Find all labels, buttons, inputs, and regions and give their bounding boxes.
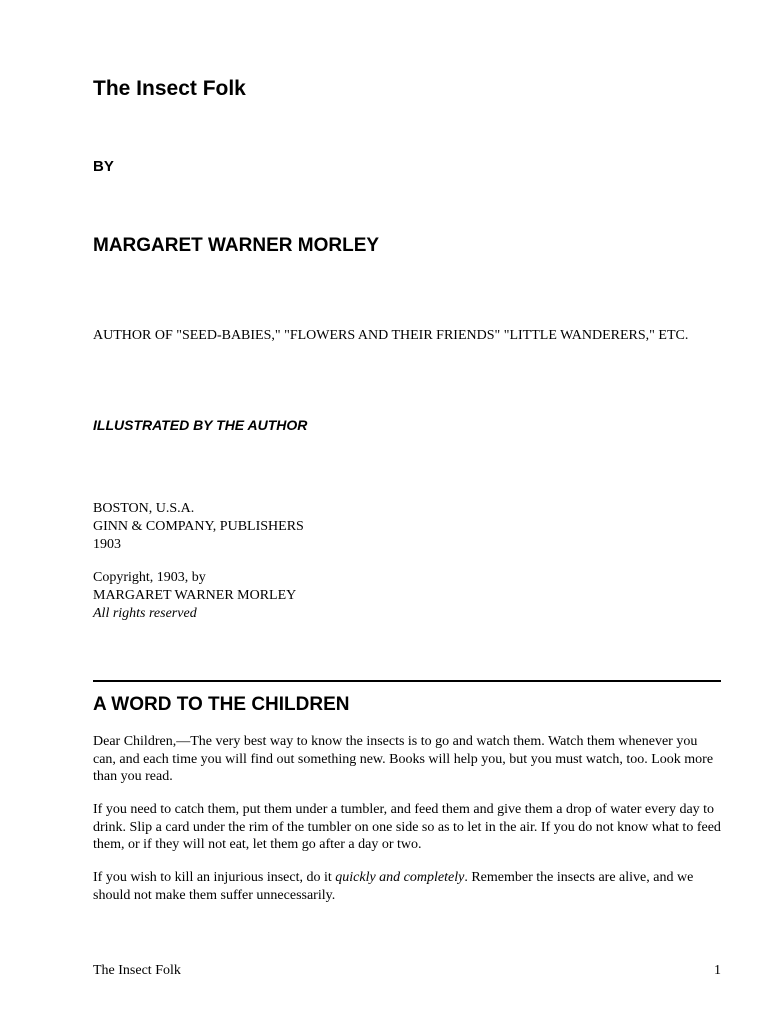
publisher-city: BOSTON, U.S.A. bbox=[93, 501, 195, 516]
section-heading: A WORD TO THE CHILDREN bbox=[93, 694, 350, 715]
paragraph-3-emphasis: quickly and completely bbox=[335, 870, 465, 885]
paragraph-3-end: . Remember the insects are alive, and we should not make them suffer unnecessarily. bbox=[93, 870, 694, 903]
publisher-block bbox=[93, 500, 304, 554]
paragraph-2: If you need to catch them, put them under a tumbler, and feed them and give them a drop of water every day to drink. Slip a card under the rim of the tumbler on one side so as to let in the air. If you do not know what to feed them, or if they will not eat, let them go after a day or two. bbox=[93, 802, 721, 852]
publication-year: 1903 bbox=[93, 537, 121, 552]
footer-title: The Insect Folk bbox=[93, 963, 181, 978]
copyright-block bbox=[93, 569, 296, 623]
rights-reserved: All rights reserved bbox=[93, 606, 197, 621]
copyright-holder: MARGARET WARNER MORLEY bbox=[93, 588, 297, 603]
book-title: The Insect Folk bbox=[93, 77, 246, 100]
paragraph-3 bbox=[93, 869, 723, 904]
section-divider bbox=[93, 680, 721, 682]
paragraph-3-start: If you wish to kill an injurious insect, do it bbox=[93, 870, 336, 885]
illustrated-by-line: ILLUSTRATED BY THE AUTHOR bbox=[93, 417, 308, 433]
other-works-line: AUTHOR OF "SEED-BABIES," "FLOWERS AND THEIR FRIENDS" "LITTLE WANDERERS," ETC. bbox=[93, 328, 689, 343]
author-name: MARGARET WARNER MORLEY bbox=[93, 235, 380, 256]
copyright-line: Copyright, 1903, by bbox=[93, 570, 206, 585]
page-number: 1 bbox=[714, 963, 721, 978]
by-label: BY bbox=[93, 158, 114, 175]
paragraph-1: Dear Children,—The very best way to know the insects is to go and watch them. Watch them whenever you can, and each time you will find out something new. Books will help you, but you must watch, too. Look more than you read. bbox=[93, 734, 714, 784]
publisher-name: GINN & COMPANY, PUBLISHERS bbox=[93, 519, 304, 534]
